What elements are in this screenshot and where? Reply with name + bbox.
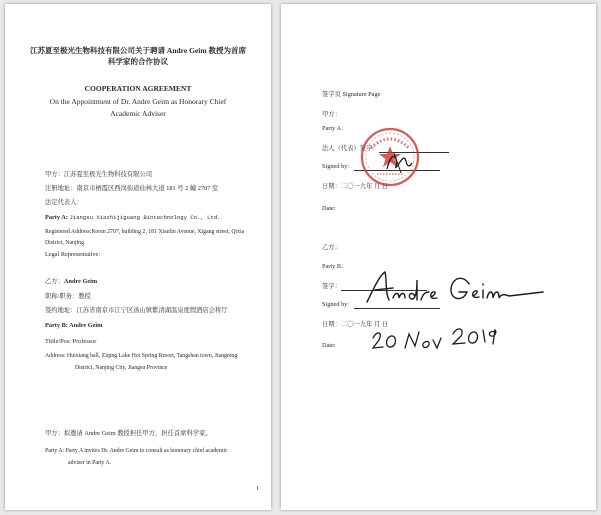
- party-b-cn-name: Andre Geim: [63, 278, 98, 285]
- title-en: COOPERATION AGREEMENT: [84, 84, 192, 93]
- sign-cn-label: 签字：: [322, 283, 341, 290]
- title-cn: 职称/职务：教授: [45, 293, 91, 300]
- signed-by-b-label: Signed by：: [322, 301, 354, 308]
- date-en-a: Date:: [322, 205, 336, 212]
- party-b-cn-label: 乙方：: [45, 278, 64, 285]
- address-en-line1: Registered Address:Room 2707, building 2, 181 Xianlin Avenue, Xigang street, Qixia: [45, 229, 245, 235]
- legal-rep-label: 法人（代表）签字：: [322, 145, 379, 152]
- address-cn: 注册地址：南京市栖霞区西岗街道仙林大道 181 号 2 幢 2707 室: [45, 185, 219, 192]
- date-cn-b: 日期：二〇一九年 月 日: [322, 321, 389, 328]
- page-number: 1: [256, 485, 260, 492]
- party-a-en: Jiangsu Xiazhijiguang Biotechnology Co., Ltd.: [69, 214, 221, 221]
- party-b-en: Party B：: [322, 263, 348, 270]
- title-cn-line1: 江苏夏至极光生物科技有限公司关于聘请 Andre Geim 教授为首席: [30, 46, 246, 55]
- andre-geim-signature: [363, 266, 548, 310]
- address-b-line2: District, Nanjing City, Jiangsu Province: [75, 365, 168, 371]
- address-b-line1: Address: Huixiang hall, Ziqing Lake Hot Spring Resort, Tangshan town, Jiangning: [45, 353, 238, 359]
- subtitle-line2: Academic Adviser: [110, 109, 166, 118]
- title-en-line: Titile/Pos: Professor: [45, 338, 97, 345]
- date-cn-a: 日期：二〇一九年 月 日: [322, 183, 389, 190]
- signature-page: [281, 4, 596, 510]
- party-b-cn: 乙方：: [322, 244, 341, 251]
- handwritten-date: [369, 322, 504, 356]
- legal-rep-en: Legal Representative:: [45, 251, 101, 258]
- party-a-label: Party A:: [45, 214, 68, 221]
- party-a-en: Party A：: [322, 125, 348, 132]
- address-en-line2: District, Nanjing: [45, 240, 84, 246]
- party-b-en-line: [45, 322, 102, 330]
- party-a-en-line: [45, 214, 221, 222]
- sign-place-cn: 签约地址：江苏省南京市江宁区汤山镇紫清湖温泉度假酒店会将厅: [45, 307, 228, 314]
- signature-heading: 签字页 Signature Page: [322, 91, 381, 98]
- party-b-en-name: Andre Geim: [69, 322, 103, 329]
- signed-by-a-label: Signed by：: [322, 163, 354, 170]
- legal-rep-cn: 法定代表人：: [45, 199, 83, 206]
- party-b-en-label: Party B:: [45, 322, 68, 329]
- subtitle-line1: On the Appointment of Dr. Andre Geim as Honorary Chief: [49, 97, 227, 106]
- agreement-page-1: [5, 4, 271, 510]
- clause-en-line2: adviser in Party A.: [68, 460, 112, 466]
- clause-en-line1: Party A: Party A invites Dr. Andre Geim to consult as honorary chief academic: [45, 448, 228, 454]
- party-a-cn: 甲方：江苏夏至极光生物科技有限公司: [45, 171, 153, 178]
- date-en-b: Date:: [322, 342, 336, 349]
- party-b-cn-line: [45, 278, 97, 286]
- title-cn-line2: 科学家的合作协议: [108, 57, 168, 66]
- clause-cn: 甲方：拟邀请 Andre Geim 教授担任甲方，担任首席科学家。: [45, 430, 212, 437]
- party-a-signature: [384, 149, 414, 175]
- party-a-cn: 甲方：: [322, 111, 341, 118]
